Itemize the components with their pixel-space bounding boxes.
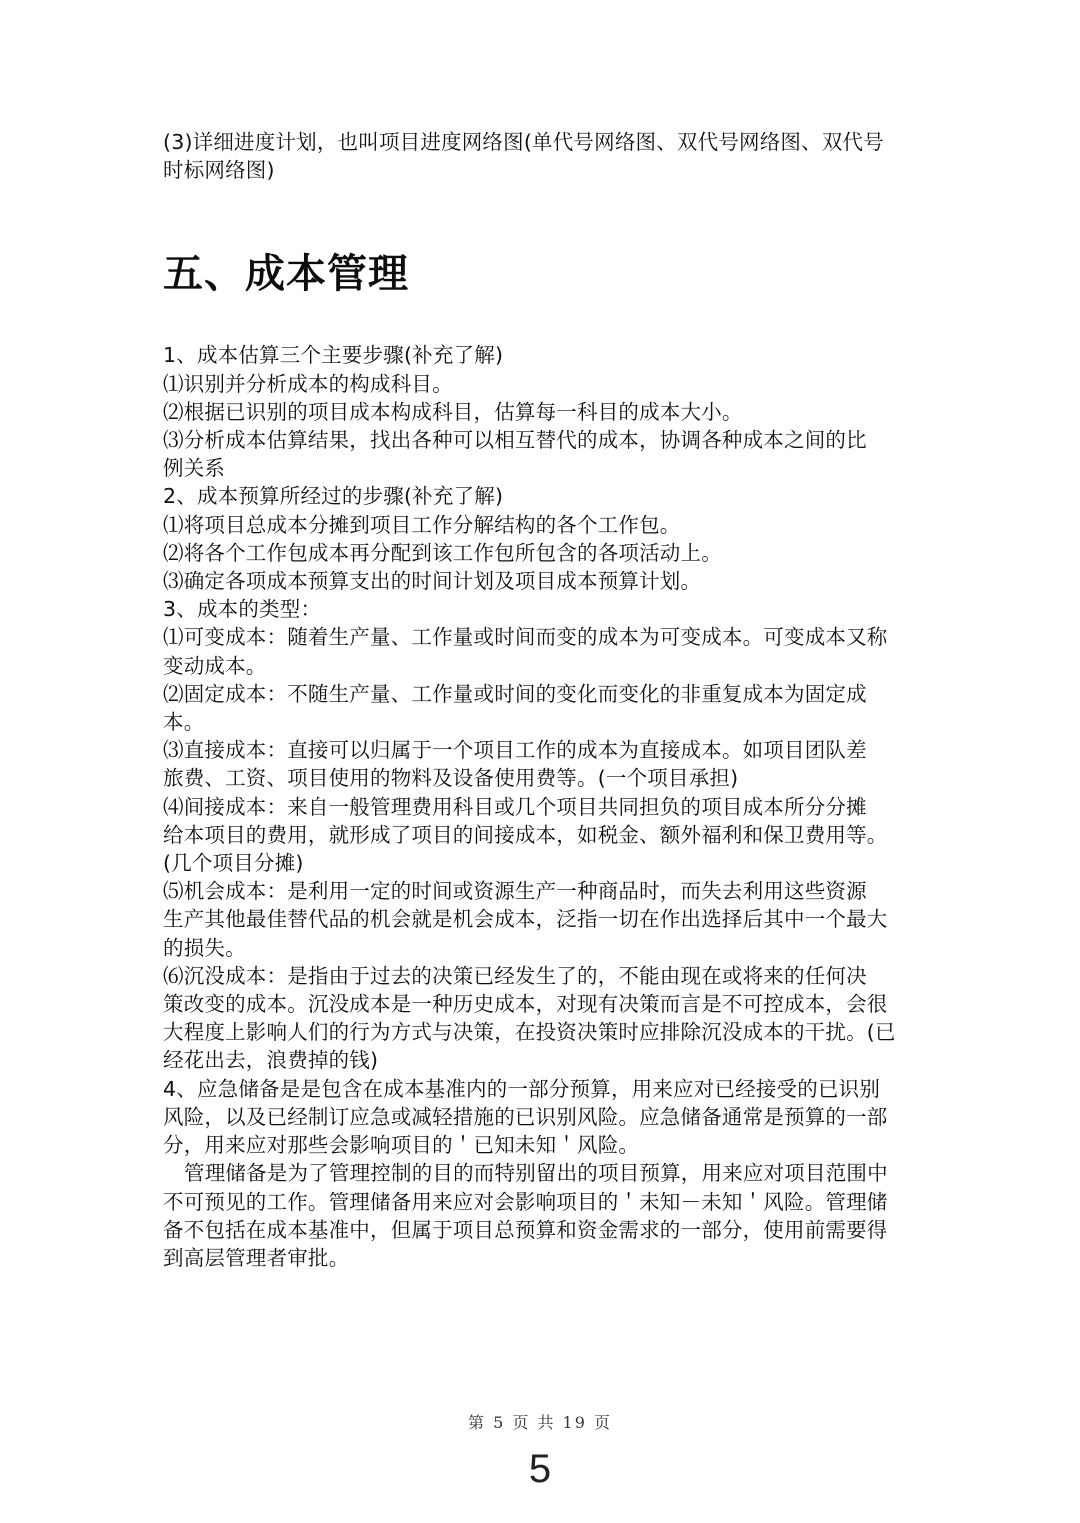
text-line: 风险，以及已经制订应急或减轻措施的已识别风险。应急储备通常是预算的一部 bbox=[163, 1104, 888, 1129]
text-line: ⑵固定成本：不随生产量、工作量或时间的变化而变化的非重复成本为固定成 bbox=[163, 681, 867, 706]
text-line: 大程度上影响人们的行为方式与决策，在投资决策时应排除沉没成本的干扰。(已 bbox=[163, 1020, 896, 1045]
text-line: 旅费、工资、项目使用的物料及设备使用费等。(一个项目承担) bbox=[163, 766, 739, 791]
page-footer-label: 第 5 页 共 19 页 bbox=[468, 1413, 612, 1432]
text-line: ⑷间接成本：来自一般管理费用科目或几个项目共同担负的项目成本所分分摊 bbox=[163, 794, 867, 819]
text-line: 经花出去，浪费掉的钱) bbox=[163, 1048, 379, 1073]
text-line: 时标网络图) bbox=[163, 158, 275, 183]
text-line: ⑶分析成本估算结果，找出各种可以相互替代的成本，协调各种成本之间的比 bbox=[163, 428, 867, 453]
text-line: 4、应急储备是是包含在成本基准内的一部分预算，用来应对已经接受的已识别 bbox=[163, 1076, 881, 1101]
text-line: ⑵将各个工作包成本再分配到该工作包所包含的各项活动上。 bbox=[163, 540, 722, 565]
text-line: ⑹沉没成本：是指由于过去的决策已经发生了的，不能由现在或将来的任何决 bbox=[163, 963, 867, 988]
text-line: 分，用来应对那些会影响项目的＇已知未知＇风险。 bbox=[163, 1133, 640, 1158]
text-line: 到高层管理者审批。 bbox=[163, 1245, 350, 1270]
document-content bbox=[163, 128, 923, 1272]
text-line: 1、成本估算三个主要步骤(补充了解) bbox=[163, 343, 504, 368]
text-line: 备不包括在成本基准中，但属于项目总预算和资金需求的一部分，使用前需要得 bbox=[163, 1217, 888, 1242]
text-line: 变动成本。 bbox=[163, 653, 267, 678]
text-line: 3、成本的类型： bbox=[163, 597, 322, 622]
page-number: 5 bbox=[528, 1447, 552, 1491]
text-line: ⑶确定各项成本预算支出的时间计划及项目成本预算计划。 bbox=[163, 569, 702, 594]
text-line: 策改变的成本。沉没成本是一种历史成本，对现有决策而言是不可控成本，会很 bbox=[163, 992, 888, 1017]
text-line: ⑵根据已识别的项目成本构成科目，估算每一科目的成本大小。 bbox=[163, 399, 743, 424]
text-line: 管理储备是为了管理控制的目的而特别留出的项目预算，用来应对项目范围中 bbox=[184, 1161, 888, 1186]
text-line: ⑶直接成本：直接可以归属于一个项目工作的成本为直接成本。如项目团队差 bbox=[163, 738, 867, 763]
text-line: 例关系 bbox=[163, 456, 226, 481]
text-line: 本。 bbox=[163, 710, 205, 735]
text-line: (3)详细进度计划，也叫项目进度网络图(单代号网络图、双代号网络图、双代号 bbox=[163, 130, 884, 154]
text-line: 给本项目的费用，就形成了项目的间接成本，如税金、额外福利和保卫费用等。 bbox=[163, 822, 888, 847]
section-heading: 五、成本管理 bbox=[163, 251, 409, 298]
text-line: ⑴将项目总成本分摊到项目工作分解结构的各个工作包。 bbox=[163, 512, 681, 537]
text-line: ⑴识别并分析成本的构成科目。 bbox=[163, 371, 453, 396]
text-line: 2、成本预算所经过的步骤(补充了解) bbox=[163, 484, 504, 509]
text-line: 生产其他最佳替代品的机会就是机会成本，泛指一切在作出选择后其中一个最大 bbox=[163, 907, 888, 932]
text-line: 的损失。 bbox=[163, 935, 246, 960]
text-line: ⑴可变成本：随着生产量、工作量或时间而变的成本为可变成本。可变成本又称 bbox=[163, 625, 888, 650]
text-line: ⑸机会成本：是利用一定的时间或资源生产一种商品时，而失去利用这些资源 bbox=[163, 879, 867, 904]
text-line: (几个项目分摊) bbox=[163, 851, 304, 876]
text-line: 不可预见的工作。管理储备用来应对会影响项目的＇未知－未知＇风险。管理储 bbox=[163, 1189, 888, 1214]
